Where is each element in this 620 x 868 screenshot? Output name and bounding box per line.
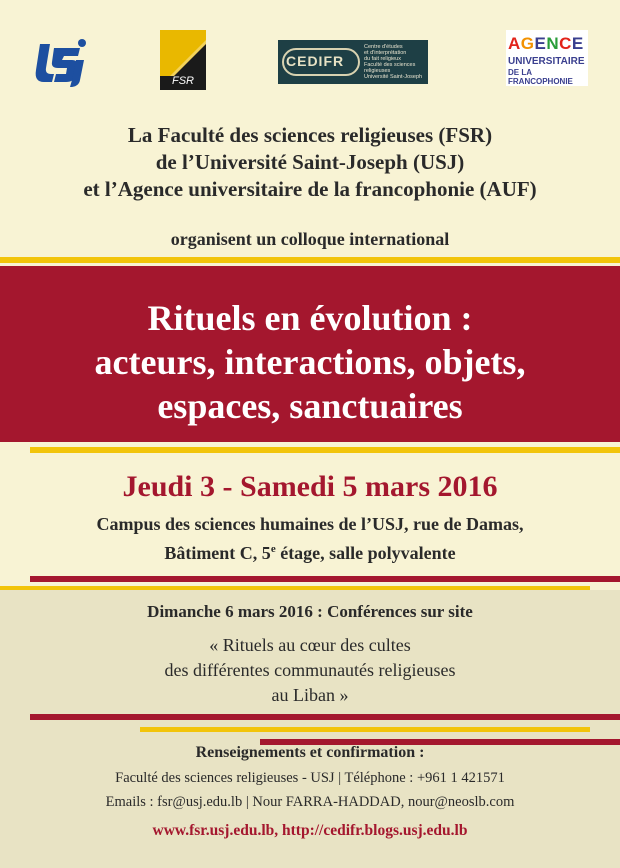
auf-logo-letter: G [520, 34, 535, 53]
cedifr-caption-line: et d'interprétation [364, 50, 407, 56]
info-heading: Renseignements et confirmation : [195, 744, 425, 761]
cedifr-logo [278, 40, 428, 84]
organizers-line: La Faculté des sciences religieuses (FSR) [127, 123, 493, 147]
auf-logo-letter: E [571, 34, 584, 53]
venue-line: Bâtiment C, 5e étage, salle polyvalente [164, 543, 456, 563]
fsr-logo [160, 30, 206, 90]
contact-emails: Emails : fsr@usj.edu.lb | Nour FARRA-HADDAD, nour@neoslb.com [105, 794, 515, 810]
cedifr-caption [364, 44, 426, 80]
organizers [0, 122, 620, 203]
title-line: Rituels en évolution : [147, 298, 473, 338]
auf-logo [506, 30, 588, 86]
divider-stripe [140, 727, 590, 732]
auf-logo-letter: A [508, 34, 521, 53]
cedifr-mark-text: CEDIFR [286, 53, 345, 69]
sunday-line: au Liban » [271, 685, 349, 705]
auf-logo-letter: E [534, 34, 547, 53]
contact-phone: Faculté des sciences religieuses - USJ | Téléphone : +961 1 421571 [115, 770, 505, 786]
divider-stripe [30, 447, 620, 453]
divider-stripe [30, 714, 620, 720]
title-banner [0, 266, 620, 442]
logo-row [0, 26, 620, 96]
usj-logo [32, 34, 88, 90]
organizers-line: de l’Université Saint-Joseph (USJ) [155, 150, 465, 174]
divider-stripe [0, 257, 620, 263]
sunday-line: des différentes communautés religieuses [164, 660, 456, 680]
event-venue [0, 512, 620, 566]
auf-logo-line1 [508, 34, 584, 54]
website-links[interactable]: www.fsr.usj.edu.lb, http://cedifr.blogs.usj.edu.lb [152, 822, 468, 839]
fsr-logo-text: FSR [172, 75, 194, 87]
ordinal-suffix: e [270, 543, 276, 555]
title-line: espaces, sanctuaires [157, 386, 463, 426]
colloquium-announcement: organisent un colloque international [170, 229, 450, 249]
cedifr-caption-line: Université Saint-Joseph [364, 74, 423, 80]
auf-logo-letter: C [559, 34, 572, 53]
sunday-line: « Rituels au cœur des cultes [209, 635, 411, 655]
colloquium-title [0, 296, 620, 428]
organizers-line: et l’Agence universitaire de la francophonie (AUF) [83, 177, 537, 201]
cedifr-caption-line: Faculté des sciences religieuses [364, 62, 416, 74]
cedifr-caption-line: du fait religieux [364, 56, 401, 62]
sunday-description [0, 633, 620, 708]
auf-logo-line2: UNIVERSITAIRE [508, 56, 585, 67]
cedifr-caption-line: Centre d'études [364, 44, 403, 50]
divider-stripe [30, 576, 620, 582]
venue-line: Campus des sciences humaines de l’USJ, rue de Damas, [96, 514, 524, 534]
event-dates: Jeudi 3 - Samedi 5 mars 2016 [122, 470, 498, 503]
auf-logo-line3: DE LA FRANCOPHONIE [508, 68, 573, 86]
title-line: acteurs, interactions, objets, [94, 342, 526, 382]
auf-logo-letter: N [546, 34, 560, 53]
sunday-heading: Dimanche 6 mars 2016 : Conférences sur site [147, 602, 473, 621]
